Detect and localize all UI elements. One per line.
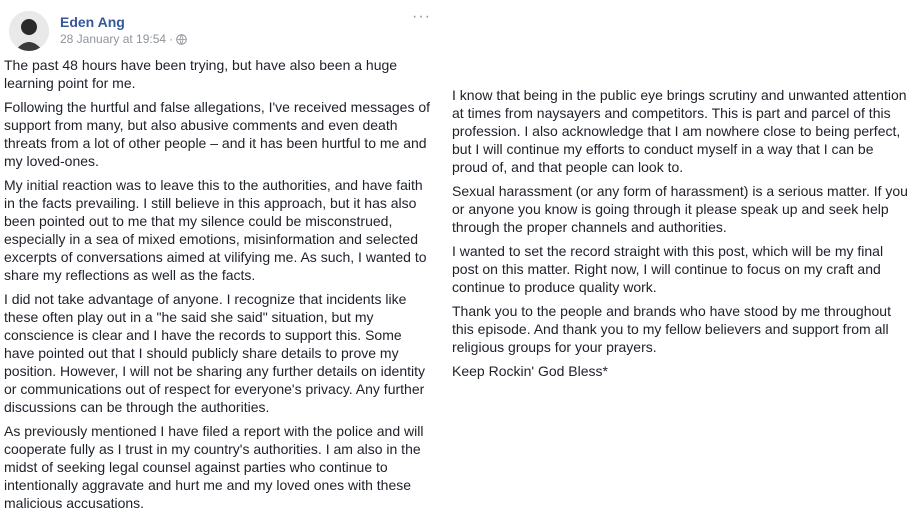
more-options-button[interactable]: ··· [412,8,431,25]
author-name[interactable]: Eden Ang [60,14,125,30]
paragraph: As previously mentioned I have filed a report with the police and will cooperate fully as I trust in my country's authorities. I am also in the midst of seeking legal counsel against parties who continue to intentionally aggravate and hurt me and my loved ones with these malicious accusations. [4,423,424,511]
globe-icon [176,34,187,45]
paragraph: Following the hurtful and false allegations, I've received messages of support from many, but also abusive comments and even death threats from a lot of other people – and it has been hurtful to me and my loved-ones. [4,99,431,169]
paragraph: I know that being in the public eye brings scrutiny and unwanted attention at times from naysayers and competitors. This is part and parcel of this profession. I also acknowledge that I am nowhere close to being perfect, but I will continue my efforts to conduct myself in a way that I can be proud of, and that people can look to. [452,87,907,175]
post-text-left [4,56,434,518]
paragraph: I wanted to set the record straight with this post, which will be my final post on this matter. Right now, I will continue to focus on my craft and continue to produce quality work. [452,243,884,295]
meta-separator: · [169,32,174,46]
post-timestamp[interactable]: 28 January at 19:54 [60,32,167,46]
post-right-column [449,0,911,471]
post-text-right [452,86,910,386]
post-meta [60,32,187,46]
paragraph: My initial reaction was to leave this to the authorities, and have faith in the facts prevailing. I still believe in this approach, but it has also been pointed out to me that my silence could be misconstrued, especially in a sea of mixed emotions, misinformation and selected excerpts of conversations aimed at vilifying me. As such, I wanted to share my reflections as well as the facts. [4,177,427,283]
paragraph: I did not take advantage of anyone. I recognize that incidents like these often play out in a "he said she said" situation, but my conscience is clear and I have the records to support this. Some have pointed out that I should publicly share details to prove my position. However, I will not be sharing any further details on identity or communications out of respect for everyone's privacy. Any further discussions can be through the authorities. [4,291,426,415]
avatar[interactable] [9,11,49,51]
post-left-column [0,0,438,511]
paragraph: The past 48 hours have been trying, but have also been a huge learning point for me. [4,57,398,91]
paragraph: Keep Rockin' God Bless* [452,363,608,379]
paragraph: Sexual harassment (or any form of harassment) is a serious matter. If you or anyone you know is going through it please speak up and seek help through the proper channels and authorities. [452,183,908,235]
paragraph: Thank you to the people and brands who have stood by me throughout this episode. And thank you to my fellow believers and support from all religious groups for your prayers. [452,303,891,355]
